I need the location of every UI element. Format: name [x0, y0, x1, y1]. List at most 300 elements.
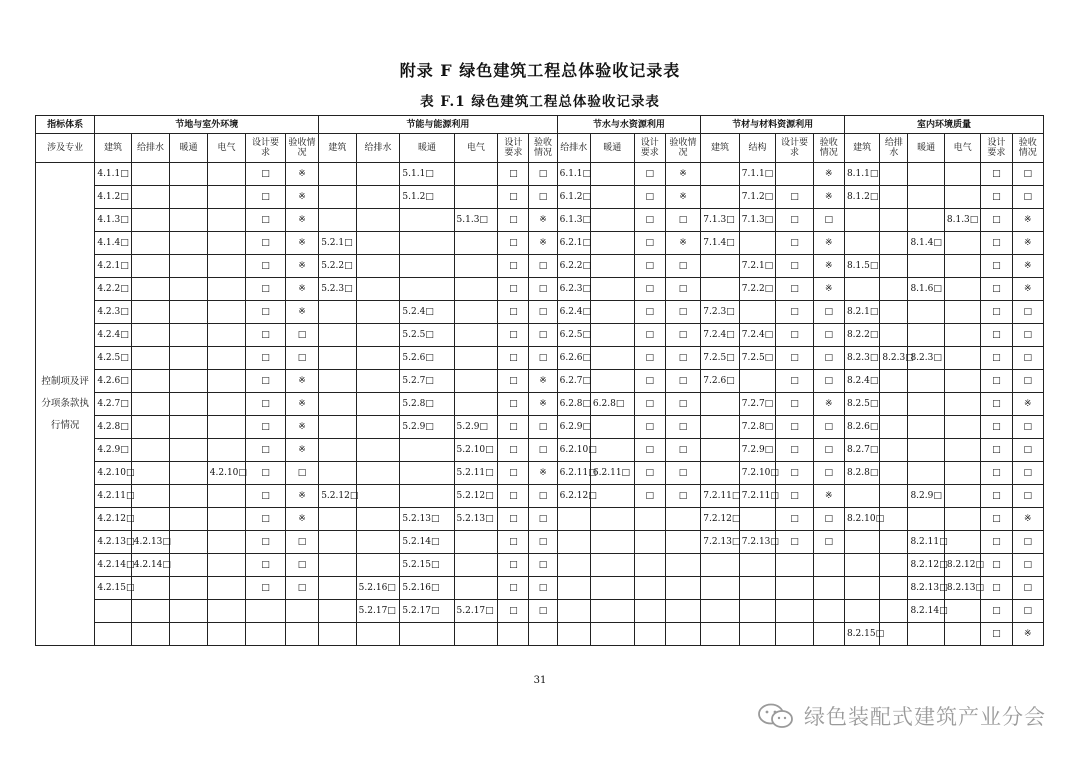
table-cell: □ — [246, 370, 286, 393]
table-cell — [590, 186, 634, 209]
table-cell — [665, 554, 700, 577]
table-cell: 6.2.11□ — [590, 462, 634, 485]
header-column: 验收情况 — [813, 134, 844, 163]
table-cell — [319, 531, 356, 554]
table-cell: 4.2.13□ — [95, 531, 131, 554]
table-cell: □ — [981, 577, 1012, 600]
table-cell — [400, 209, 454, 232]
table-cell: ※ — [529, 393, 557, 416]
table-cell — [319, 462, 356, 485]
table-cell: 8.2.3□ — [908, 347, 944, 370]
table-cell — [944, 370, 980, 393]
table-cell: □ — [981, 485, 1012, 508]
table-cell: 6.2.8□ — [557, 393, 590, 416]
table-cell — [356, 209, 400, 232]
table-cell — [739, 554, 775, 577]
table-cell — [634, 600, 665, 623]
table-cell: □ — [498, 301, 529, 324]
header-column: 电气 — [944, 134, 980, 163]
table-cell — [844, 554, 879, 577]
table-cell: 4.1.1□ — [95, 163, 131, 186]
table-cell — [356, 324, 400, 347]
table-cell — [590, 485, 634, 508]
table-row — [36, 163, 1044, 186]
table-cell — [908, 255, 944, 278]
table-cell — [170, 232, 207, 255]
table-cell — [634, 554, 665, 577]
table-cell: ※ — [529, 209, 557, 232]
header-indicator-system: 指标体系 — [36, 116, 95, 134]
table-cell: □ — [498, 416, 529, 439]
table-cell: 7.2.4□ — [701, 324, 740, 347]
table-cell: ※ — [285, 485, 318, 508]
table-cell: 4.2.12□ — [95, 508, 131, 531]
table-cell — [739, 623, 775, 646]
table-cell — [207, 209, 246, 232]
table-cell: 8.2.9□ — [908, 485, 944, 508]
table-cell — [454, 163, 498, 186]
table-cell — [131, 623, 170, 646]
table-cell: 4.2.10□ — [207, 462, 246, 485]
header-column: 给排水 — [880, 134, 908, 163]
table-cell — [131, 163, 170, 186]
table-cell — [776, 554, 813, 577]
table-cell — [170, 416, 207, 439]
table-cell: 8.1.1□ — [844, 163, 879, 186]
table-cell — [454, 278, 498, 301]
table-cell: 8.2.6□ — [844, 416, 879, 439]
table-cell: □ — [498, 508, 529, 531]
table-cell: □ — [246, 163, 286, 186]
table-cell: 7.2.13□ — [701, 531, 740, 554]
table-cell: □ — [634, 301, 665, 324]
table-cell — [944, 508, 980, 531]
table-cell — [207, 278, 246, 301]
table-cell: □ — [981, 255, 1012, 278]
table-cell: 8.1.4□ — [908, 232, 944, 255]
table-cell: □ — [634, 186, 665, 209]
table-cell — [880, 462, 908, 485]
table-cell — [131, 462, 170, 485]
table-row — [36, 370, 1044, 393]
table-cell — [880, 301, 908, 324]
header-column: 验收情况 — [1012, 134, 1043, 163]
table-cell: 4.1.4□ — [95, 232, 131, 255]
table-cell — [880, 577, 908, 600]
header-column: 设计要求 — [981, 134, 1012, 163]
table-cell — [590, 554, 634, 577]
table-cell: 7.2.8□ — [739, 416, 775, 439]
table-cell: □ — [776, 485, 813, 508]
table-row — [36, 508, 1044, 531]
table-cell — [454, 623, 498, 646]
table-row — [36, 209, 1044, 232]
table-cell — [944, 278, 980, 301]
table-cell — [590, 347, 634, 370]
table-cell — [880, 186, 908, 209]
table-cell: 7.2.6□ — [701, 370, 740, 393]
table-cell: 4.2.14□ — [131, 554, 170, 577]
table-cell — [908, 209, 944, 232]
table-cell: 4.1.2□ — [95, 186, 131, 209]
table-cell: □ — [498, 278, 529, 301]
table-cell: 5.2.16□ — [400, 577, 454, 600]
table-cell — [944, 186, 980, 209]
table-cell — [131, 370, 170, 393]
table-cell: □ — [776, 370, 813, 393]
header-group: 室内环境质量 — [844, 116, 1043, 134]
table-cell: □ — [776, 531, 813, 554]
table-cell — [454, 232, 498, 255]
table-cell: 7.1.2□ — [739, 186, 775, 209]
table-cell: □ — [813, 347, 844, 370]
table-cell: □ — [813, 370, 844, 393]
table-cell — [400, 232, 454, 255]
table-cell — [944, 600, 980, 623]
table-cell: ※ — [813, 255, 844, 278]
table-cell: □ — [246, 255, 286, 278]
table-cell — [590, 600, 634, 623]
table-cell: □ — [246, 209, 286, 232]
table-cell: 4.2.7□ — [95, 393, 131, 416]
table-cell — [665, 531, 700, 554]
table-cell: 8.2.13□ — [908, 577, 944, 600]
table-cell — [701, 416, 740, 439]
table-cell: 8.1.2□ — [844, 186, 879, 209]
table-cell — [908, 416, 944, 439]
table-cell: □ — [246, 393, 286, 416]
table-cell — [356, 163, 400, 186]
table-cell — [557, 600, 590, 623]
table-cell — [701, 577, 740, 600]
table-cell: □ — [776, 347, 813, 370]
table-cell — [95, 623, 131, 646]
table-cell: □ — [665, 439, 700, 462]
table-cell: 7.1.4□ — [701, 232, 740, 255]
header-group: 节材与材料资源利用 — [701, 116, 845, 134]
table-cell: 4.2.2□ — [95, 278, 131, 301]
table-row — [36, 232, 1044, 255]
table-cell — [207, 393, 246, 416]
table-cell: 5.2.17□ — [400, 600, 454, 623]
table-cell — [319, 301, 356, 324]
table-cell: 5.2.13□ — [400, 508, 454, 531]
table-cell — [590, 531, 634, 554]
table-cell — [739, 508, 775, 531]
table-cell: 8.2.11□ — [908, 531, 944, 554]
header-column: 暖通 — [400, 134, 454, 163]
table-cell: □ — [498, 209, 529, 232]
table-cell — [776, 163, 813, 186]
table-cell: □ — [529, 324, 557, 347]
table-cell — [170, 577, 207, 600]
table-cell — [908, 370, 944, 393]
table-cell — [739, 301, 775, 324]
table-cell — [634, 577, 665, 600]
table-cell: 5.2.9□ — [454, 416, 498, 439]
table-cell: 6.2.9□ — [557, 416, 590, 439]
header-column: 电气 — [454, 134, 498, 163]
table-cell — [701, 255, 740, 278]
table-cell: 5.2.15□ — [400, 554, 454, 577]
table-cell: 5.2.11□ — [454, 462, 498, 485]
table-cell — [170, 301, 207, 324]
table-cell — [170, 485, 207, 508]
table-cell: □ — [981, 393, 1012, 416]
table-cell: □ — [1012, 554, 1043, 577]
table-cell: □ — [246, 186, 286, 209]
header-row-indicator-system — [36, 116, 1044, 134]
table-row — [36, 301, 1044, 324]
table-cell: ※ — [285, 508, 318, 531]
table-cell — [701, 393, 740, 416]
table-cell: □ — [529, 163, 557, 186]
header-column: 建筑 — [95, 134, 131, 163]
table-cell: ※ — [1012, 508, 1043, 531]
table-cell: ※ — [285, 416, 318, 439]
table-cell: □ — [981, 623, 1012, 646]
header-column: 建筑 — [701, 134, 740, 163]
table-cell — [356, 278, 400, 301]
table-cell: □ — [813, 301, 844, 324]
table-row — [36, 623, 1044, 646]
table-cell: 7.1.1□ — [739, 163, 775, 186]
table-cell — [356, 462, 400, 485]
table-cell: ※ — [813, 485, 844, 508]
table-cell — [590, 301, 634, 324]
table-cell — [701, 623, 740, 646]
table-cell — [170, 462, 207, 485]
table-cell: 8.2.2□ — [844, 324, 879, 347]
table-cell — [131, 393, 170, 416]
table-cell — [557, 531, 590, 554]
table-cell: □ — [498, 393, 529, 416]
table-cell — [701, 439, 740, 462]
table-cell — [944, 462, 980, 485]
table-cell — [207, 416, 246, 439]
table-cell — [131, 508, 170, 531]
table-cell: 4.2.3□ — [95, 301, 131, 324]
table-cell: ※ — [813, 393, 844, 416]
table-cell — [207, 347, 246, 370]
table-cell — [356, 347, 400, 370]
table-cell: ※ — [285, 370, 318, 393]
table-cell — [170, 278, 207, 301]
table-cell: ※ — [1012, 623, 1043, 646]
table-cell: □ — [813, 508, 844, 531]
table-cell — [454, 577, 498, 600]
table-row — [36, 554, 1044, 577]
table-cell — [454, 301, 498, 324]
table-cell — [908, 186, 944, 209]
table-cell — [880, 324, 908, 347]
table-cell: 5.2.12□ — [454, 485, 498, 508]
table-cell — [131, 255, 170, 278]
table-cell: 7.1.3□ — [739, 209, 775, 232]
table-cell: □ — [285, 324, 318, 347]
table-cell: 6.2.5□ — [557, 324, 590, 347]
table-cell: □ — [776, 232, 813, 255]
table-cell — [400, 255, 454, 278]
table-cell: 5.2.1□ — [319, 232, 356, 255]
table-cell: □ — [529, 577, 557, 600]
header-group: 节水与水资源利用 — [557, 116, 701, 134]
table-cell: □ — [634, 209, 665, 232]
table-cell: 5.1.2□ — [400, 186, 454, 209]
table-cell: □ — [246, 554, 286, 577]
table-cell: □ — [498, 439, 529, 462]
table-cell: 4.2.8□ — [95, 416, 131, 439]
table-cell: ※ — [285, 255, 318, 278]
table-cell: ※ — [529, 370, 557, 393]
table-cell — [400, 462, 454, 485]
table-cell — [170, 393, 207, 416]
table-cell — [665, 508, 700, 531]
watermark-text: 绿色装配式建筑产业分会 — [804, 705, 1046, 729]
table-cell: 6.1.3□ — [557, 209, 590, 232]
table-cell: □ — [529, 278, 557, 301]
table-cell — [701, 600, 740, 623]
table-cell — [880, 600, 908, 623]
table-cell: □ — [665, 324, 700, 347]
table-cell: □ — [498, 485, 529, 508]
table-cell: □ — [981, 278, 1012, 301]
table-cell: 8.1.5□ — [844, 255, 879, 278]
table-cell: □ — [1012, 531, 1043, 554]
table-cell: □ — [529, 439, 557, 462]
table-cell: 8.2.12□ — [944, 554, 980, 577]
table-cell — [131, 209, 170, 232]
table-cell: □ — [981, 508, 1012, 531]
table-cell: □ — [776, 508, 813, 531]
table-cell — [454, 347, 498, 370]
table-cell — [170, 439, 207, 462]
table-cell — [813, 554, 844, 577]
table-cell: □ — [246, 347, 286, 370]
header-column: 设计要求 — [776, 134, 813, 163]
table-cell — [944, 163, 980, 186]
table-cell: 6.1.2□ — [557, 186, 590, 209]
table-cell — [131, 416, 170, 439]
table-cell: □ — [776, 416, 813, 439]
table-cell: 4.2.11□ — [95, 485, 131, 508]
table-cell — [319, 370, 356, 393]
table-cell: 8.2.15□ — [844, 623, 879, 646]
table-cell — [701, 186, 740, 209]
table-cell: □ — [665, 370, 700, 393]
table-cell: 4.2.15□ — [95, 577, 131, 600]
table-cell: □ — [665, 301, 700, 324]
table-cell — [498, 623, 529, 646]
table-cell — [880, 508, 908, 531]
table-cell: ※ — [285, 439, 318, 462]
table-cell — [908, 163, 944, 186]
table-cell — [319, 393, 356, 416]
table-cell: □ — [665, 462, 700, 485]
table-cell — [207, 577, 246, 600]
table-cell — [590, 255, 634, 278]
table-cell: □ — [813, 209, 844, 232]
table-cell: 7.2.11□ — [701, 485, 740, 508]
acceptance-record-table — [35, 115, 1044, 646]
table-cell — [590, 416, 634, 439]
table-cell — [319, 186, 356, 209]
table-cell — [131, 278, 170, 301]
table-cell — [880, 531, 908, 554]
table-cell — [880, 255, 908, 278]
table-cell: 5.2.14□ — [400, 531, 454, 554]
table-cell — [170, 531, 207, 554]
table-cell — [400, 485, 454, 508]
table-cell: □ — [634, 278, 665, 301]
table-cell — [131, 301, 170, 324]
table-cell: 7.2.7□ — [739, 393, 775, 416]
table-cell — [665, 600, 700, 623]
table-cell — [356, 531, 400, 554]
table-cell — [319, 623, 356, 646]
table-cell — [454, 324, 498, 347]
table-cell — [319, 209, 356, 232]
table-cell: □ — [665, 347, 700, 370]
table-cell — [590, 278, 634, 301]
table-cell — [170, 554, 207, 577]
table-cell — [356, 416, 400, 439]
table-cell: 7.1.3□ — [701, 209, 740, 232]
table-cell: 7.2.5□ — [701, 347, 740, 370]
table-cell — [844, 485, 879, 508]
table-cell: □ — [529, 186, 557, 209]
table-cell: □ — [498, 232, 529, 255]
table-cell — [400, 623, 454, 646]
table-cell: □ — [246, 577, 286, 600]
table-cell: □ — [634, 393, 665, 416]
table-cell: 8.2.3□ — [844, 347, 879, 370]
table-cell: □ — [981, 324, 1012, 347]
table-cell: 5.2.16□ — [356, 577, 400, 600]
table-cell — [319, 577, 356, 600]
table-cell: □ — [1012, 324, 1043, 347]
table-cell — [454, 186, 498, 209]
table-cell: □ — [981, 232, 1012, 255]
table-cell — [844, 600, 879, 623]
table-cell — [590, 324, 634, 347]
table-cell — [131, 347, 170, 370]
table-cell: ※ — [285, 301, 318, 324]
table-cell: 8.2.8□ — [844, 462, 879, 485]
table-cell: □ — [1012, 186, 1043, 209]
table-cell: □ — [498, 370, 529, 393]
table-cell: □ — [529, 347, 557, 370]
page-title: 附录 F 绿色建筑工程总体验收记录表 — [399, 61, 681, 80]
table-cell — [844, 531, 879, 554]
table-cell — [170, 623, 207, 646]
table-cell — [356, 232, 400, 255]
header-group: 节能与能源利用 — [319, 116, 557, 134]
table-cell: □ — [498, 255, 529, 278]
table-cell: □ — [634, 163, 665, 186]
table-cell — [634, 623, 665, 646]
header-column: 验收情况 — [529, 134, 557, 163]
table-cell: □ — [634, 347, 665, 370]
table-cell: 7.2.1□ — [739, 255, 775, 278]
table-cell: ※ — [1012, 278, 1043, 301]
table-row — [36, 531, 1044, 554]
table-cell — [454, 370, 498, 393]
table-cell: ※ — [285, 278, 318, 301]
table-cell — [908, 439, 944, 462]
table-cell — [131, 600, 170, 623]
table-cell — [590, 370, 634, 393]
